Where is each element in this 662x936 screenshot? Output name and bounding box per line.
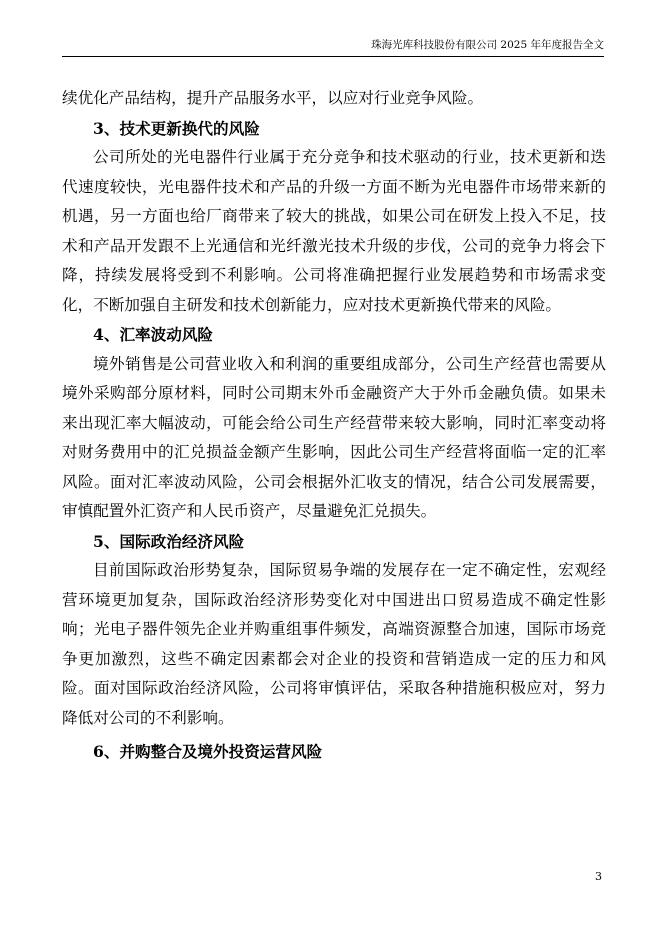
section-heading-fx-risk: 4、汇率波动风险	[93, 325, 214, 344]
continuation-paragraph: 续优化产品结构，提升产品服务水平，以应对行业竞争风险。	[62, 89, 484, 107]
section-text-fx-risk: 境外销售是公司营业收入和利润的重要组成部分，公司生产经营也需要从境外采购部分原材料，同时公司期末外币金融资产大于外币金融负债。如果未来出现汇率大幅波动，可能会给公司生产经营带来较大影响，同时汇率变动将对财务费用中的汇兑损益金额产生影响，因此公司生产经营将面临一定的汇率风险。面对汇率波动风险，公司会根据外汇收支的情况，结合公司发展需要，审慎配置外汇资产和人民币资产，尽量避免汇兑损失。	[62, 354, 606, 520]
section-text-tech-risk: 公司所处的光电器件行业属于充分竞争和技术驱动的行业，技术更新和迭代速度较快，光电器件技术和产品的升级一方面不断为光电器件市场带来新的机遇，另一方面也给厂商带来了较大的挑战，如果公司在研发上投入不足，技术和产品开发跟不上光通信和光纤激光技术升级的步伐，公司的竞争力将会下降，持续发展将受到不利影响。公司将准确把握行业发展趋势和市场需求变化，不断加强自主研发和技术创新能力，应对技术更新换代带来的风险。	[62, 148, 606, 314]
section-heading-tech-risk: 3、技术更新换代的风险	[93, 118, 260, 138]
section-text-geopolitical-risk: 目前国际政治形势复杂，国际贸易争端的发展存在一定不确定性，宏观经营环境更加复杂，国际政治经济形势变化对中国进出口贸易造成不确定性影响；光电子器件领先企业并购重组事件频发，高端资源整合加速，国际市场竞争更加激烈，这些不确定因素都会对企业的投资和营销造成一定的压力和风险。面对国际政治经济风险，公司将审慎评估，采取各种措施积极应对，努力降低对公司的不利影响。	[62, 561, 606, 727]
page-header	[62, 38, 604, 57]
document-body	[62, 84, 606, 767]
section-heading-ma-risk: 6、并购整合及境外投资运营风险	[93, 742, 323, 761]
section-heading-geopolitical-risk: 5、国际政治经济风险	[93, 531, 245, 551]
page-number: 3	[595, 870, 602, 883]
report-title: 珠海光库科技股份有限公司 2025 年年度报告全文	[371, 39, 604, 51]
